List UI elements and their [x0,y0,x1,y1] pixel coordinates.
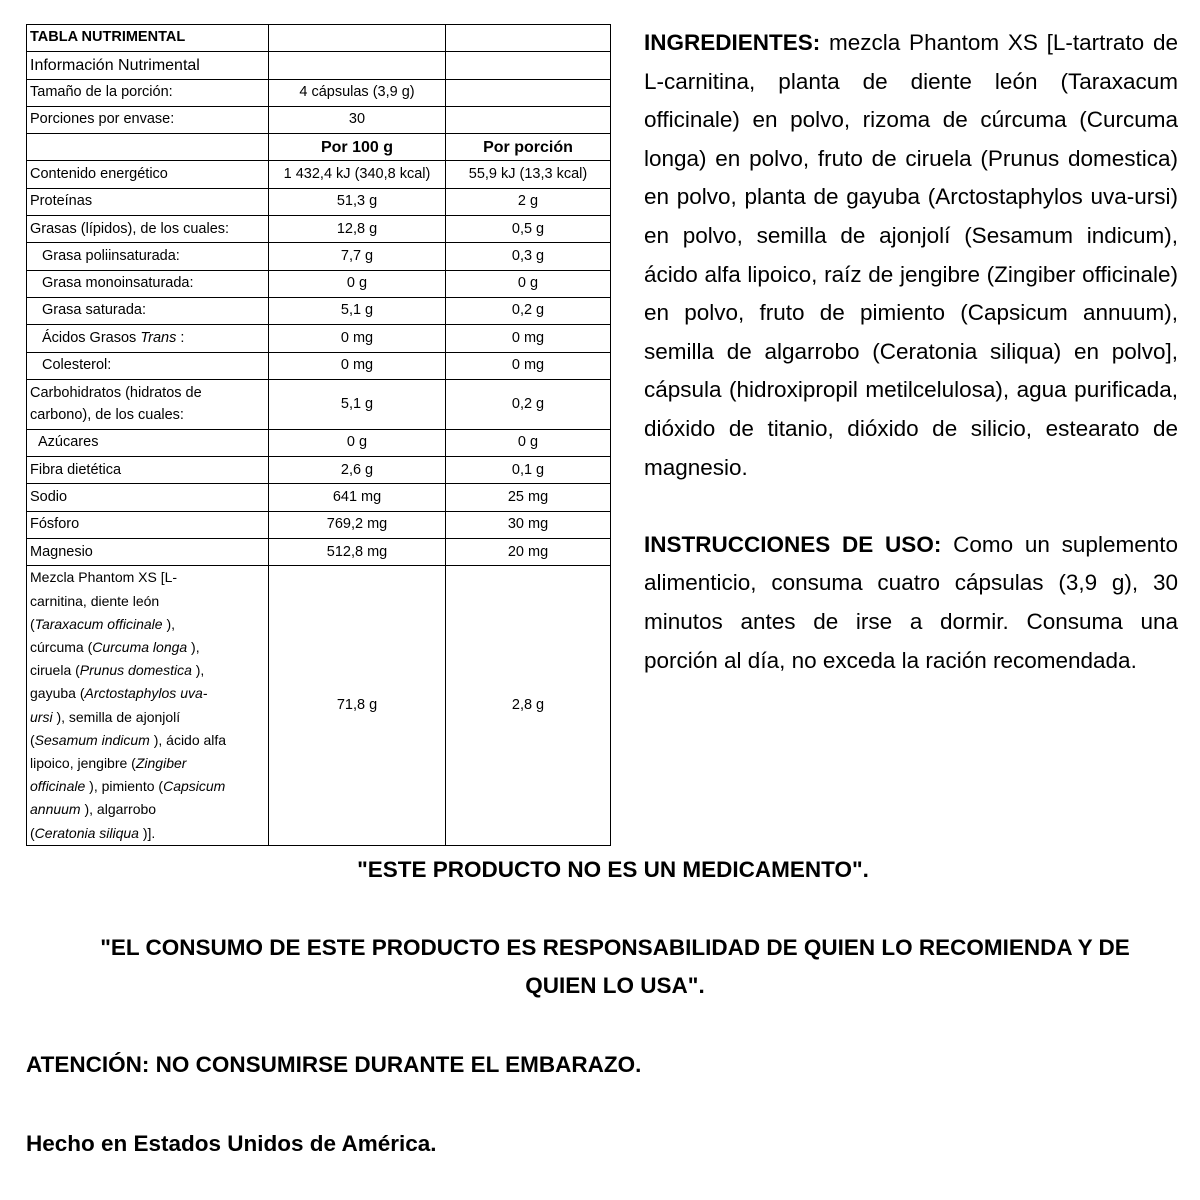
blend-species-name: Arctostaphylos uva- [84,685,208,702]
blend-species-name: annuum [30,801,81,818]
row-label: Grasas (lípidos), de los cuales: [27,216,269,243]
row-label: Colesterol: [27,352,269,379]
table-row [27,457,611,484]
row-label-line2: carbono), de los cuales: [30,407,184,424]
blend-text: ), ácido alfa [149,731,227,748]
blend-description [27,566,269,845]
blend-line [30,706,265,729]
blend-species-name: Taraxacum officinale [34,615,163,632]
blend-species-name: officinale [30,778,86,795]
blend-text: ), [191,662,205,679]
blend-text: ), pimiento ( [85,778,164,795]
table-row [27,352,611,379]
row-per100: 2,6 g [269,457,446,484]
serving-size-label: Tamaño de la porción: [27,79,269,106]
column-header-row [27,134,611,161]
blend-line [30,822,265,845]
row-perserving: 55,9 kJ (13,3 kcal) [446,161,611,188]
blend-text: ), algarrobo [80,801,157,818]
row-label: Grasa monoinsaturada: [27,270,269,297]
serving-size-row [27,79,611,106]
instructions-paragraph [644,526,1178,680]
blend-text: ), [162,615,176,632]
blend-text: ( [30,615,35,632]
row-per100: 12,8 g [269,216,446,243]
table-row [27,511,611,538]
blend-per100: 71,8 g [269,566,446,845]
row-label: Magnesio [27,539,269,566]
blend-text: )]. [138,824,156,841]
row-perserving: 0,1 g [446,457,611,484]
row-label: Grasa saturada: [27,297,269,324]
instructions-heading: INSTRUCCIONES DE USO: [644,531,942,557]
row-label: Proteínas [27,188,269,215]
blend-species-name: Ceratonia siliqua [34,824,139,841]
row-per100: 0 mg [269,325,446,352]
row-per100: 1 432,4 kJ (340,8 kcal) [269,161,446,188]
blend-text: ), semilla de ajonjolí [52,708,181,725]
row-label-italic: Trans [140,329,177,346]
row-perserving: 0 g [446,270,611,297]
blend-line [30,636,265,659]
blend-text: carnitina, diente león [30,592,160,609]
table-row [27,484,611,511]
row-perserving: 0,2 g [446,379,611,429]
row-per100: 5,1 g [269,379,446,429]
row-label-pre: Ácidos Grasos [42,329,141,346]
blend-text: ), [187,638,200,655]
row-label-post: : [176,329,185,346]
table-row [27,429,611,456]
product-info-column [644,24,1178,680]
row-per100: 0 mg [269,352,446,379]
row-label: Contenido energético [27,161,269,188]
row-label [27,325,269,352]
blend-species-name: Capsicum [163,778,226,795]
table-row [27,161,611,188]
col-perserving-header: Por porción [446,134,611,161]
blend-text: gayuba ( [30,685,85,702]
ingredients-text: mezcla Phantom XS [L-tartrato de L-carnitina, planta de diente león (Taraxacum officinale) en polvo, rizoma de cúrcuma (Curcuma longa) en polvo, fruto de ciruela (Prunus domestica) en polvo, planta de gayuba (Arctostaphylos uva-ursi) en polvo, semilla de ajonjolí (Sesamum indicum), ácido alfa lipoico, raíz de jengibre (Zingiber officinale) en polvo, fruto de pimiento (Capsicum annuum), semilla de algarrobo (Ceratonia siliqua) en polvo], cápsula (hidroxipropil metilcelulosa), agua purificada, dióxido de titanio, dióxido de silicio, estearato de magnesio. [644,30,1178,480]
row-perserving: 0 mg [446,325,611,352]
row-perserving: 0 g [446,429,611,456]
table-row [27,539,611,566]
row-perserving: 2 g [446,188,611,215]
row-label: Grasa poliinsaturada: [27,243,269,270]
blend-text: ciruela ( [30,662,80,679]
blend-text: Mezcla Phantom XS [L- [30,569,178,586]
blend-line [30,775,265,798]
table-subtitle-row [27,52,611,79]
notice-pregnancy: ATENCIÓN: NO CONSUMIRSE DURANTE EL EMBARAZO. [26,1052,642,1077]
blend-species-name: Sesamum indicum [34,731,150,748]
row-per100: 512,8 mg [269,539,446,566]
servings-value: 30 [269,106,446,133]
blend-species-name: ursi [30,708,53,725]
row-perserving: 0,2 g [446,297,611,324]
blend-line [30,590,265,613]
blend-line [30,729,265,752]
row-label: Sodio [27,484,269,511]
table-row [27,270,611,297]
row-perserving: 0 mg [446,352,611,379]
notice-responsibility [40,929,1190,1005]
table-row [27,216,611,243]
table-row [27,243,611,270]
notice-origin: Hecho en Estados Unidos de América. [26,1131,437,1156]
blend-line [30,798,265,821]
blend-text: ( [30,731,35,748]
blend-line [30,752,265,775]
ingredients-paragraph [644,24,1178,487]
row-label: Fósforo [27,511,269,538]
row-perserving: 0,5 g [446,216,611,243]
servings-row [27,106,611,133]
row-per100: 7,7 g [269,243,446,270]
table-row [27,325,611,352]
row-perserving: 30 mg [446,511,611,538]
col-per100-header: Por 100 g [269,134,446,161]
notice-responsibility-line2: QUIEN LO USA". [525,973,705,998]
row-per100: 769,2 mg [269,511,446,538]
table-title-row [27,25,611,52]
nutrition-table [26,24,611,846]
serving-size-value: 4 cápsulas (3,9 g) [269,79,446,106]
table-subtitle: Información Nutrimental [27,52,269,79]
row-per100: 51,3 g [269,188,446,215]
row-per100: 0 g [269,429,446,456]
blend-line [30,566,265,589]
row-perserving: 20 mg [446,539,611,566]
table-row [27,188,611,215]
blend-line [30,613,265,636]
ingredients-heading: INGREDIENTES: [644,30,821,55]
row-perserving: 0,3 g [446,243,611,270]
table-title: TABLA NUTRIMENTAL [27,25,269,52]
table-row [27,379,611,429]
row-per100: 5,1 g [269,297,446,324]
row-label: Azúcares [27,429,269,456]
instructions-text: Como un suplemento alimenticio, consuma cuatro cápsulas (3,9 g), 30 minutos antes de irse a dormir. Consuma una porción al día, no exceda la ración recomendada. [644,531,1178,673]
row-per100: 0 g [269,270,446,297]
notice-not-medicine: "ESTE PRODUCTO NO ES UN MEDICAMENTO". [357,857,869,882]
row-label-line1: Carbohidratos (hidratos de [30,385,202,402]
table-row [27,297,611,324]
blend-species-name: Curcuma longa [92,638,188,655]
row-per100: 641 mg [269,484,446,511]
blend-text: ( [30,824,35,841]
row-perserving: 25 mg [446,484,611,511]
blend-species-name: Prunus domestica [79,662,192,679]
blend-line [30,659,265,682]
blend-text: lipoico, jengibre ( [30,754,136,771]
servings-label: Porciones por envase: [27,106,269,133]
blend-line [30,682,265,705]
blend-species-name: Zingiber [135,754,187,771]
row-label [27,379,269,429]
blend-perserving: 2,8 g [446,566,611,845]
row-label: Fibra dietética [27,457,269,484]
blend-text: cúrcuma ( [30,638,93,655]
blend-row [27,566,611,845]
notice-responsibility-line1: "EL CONSUMO DE ESTE PRODUCTO ES RESPONSABILIDAD DE QUIEN LO RECOMIENDA Y DE [100,935,1130,960]
